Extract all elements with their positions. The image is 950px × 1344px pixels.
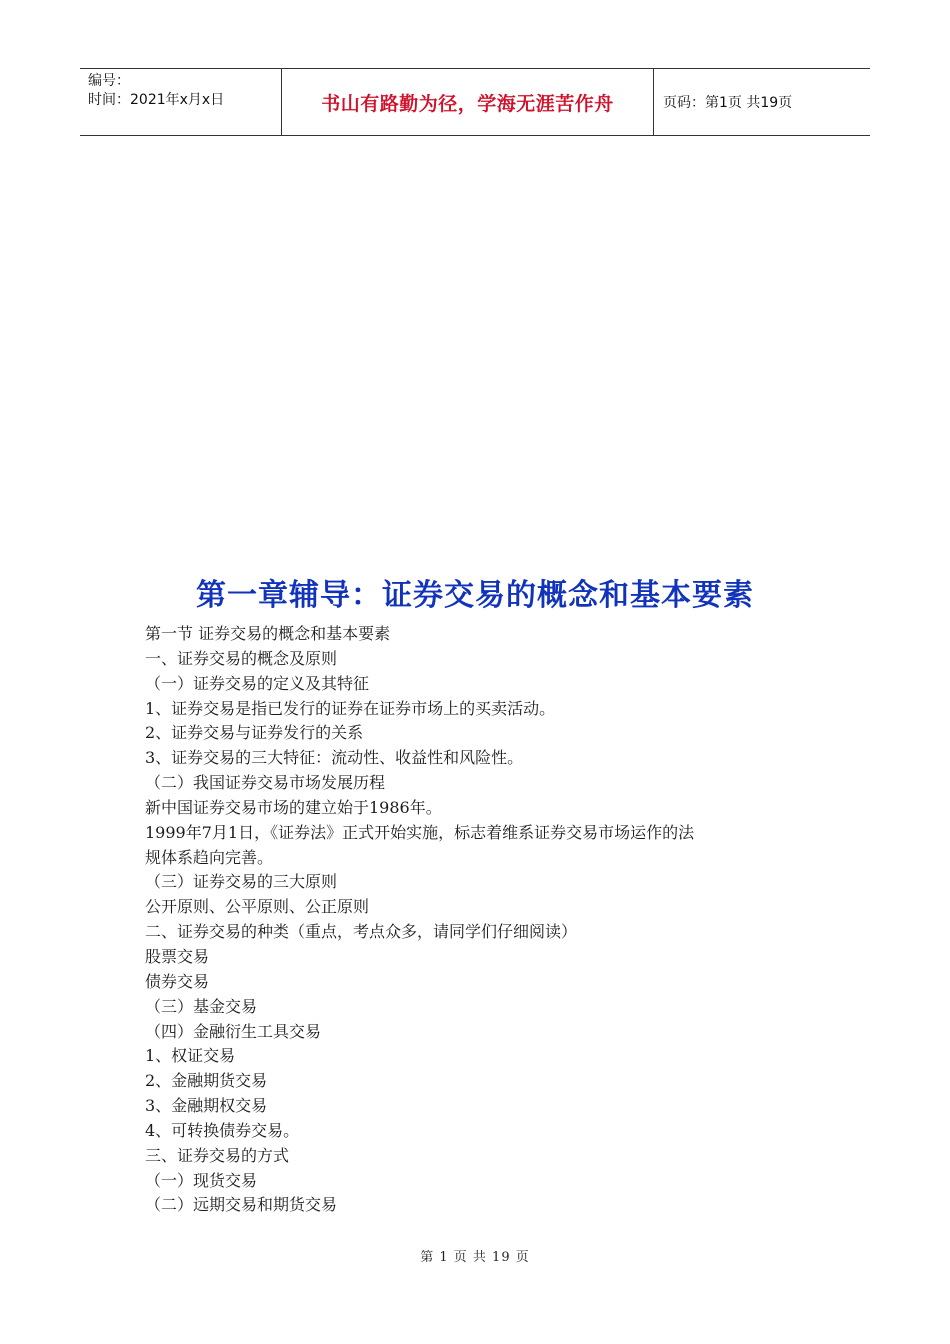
body-line: 一、证券交易的概念及原则 xyxy=(145,648,338,668)
body-line: 新中国证券交易市场的建立始于1986年。 xyxy=(145,797,442,817)
body-line: （三）基金交易 xyxy=(145,996,258,1016)
body-line: （一）证券交易的定义及其特征 xyxy=(145,673,370,693)
body-line: 2、金融期货交易 xyxy=(145,1071,268,1091)
body-line: 3、金融期权交易 xyxy=(145,1096,268,1116)
header-motto: 书山有路勤为径，学海无涯苦作舟 xyxy=(282,69,654,135)
body-line: （四）金融衍生工具交易 xyxy=(145,1021,322,1041)
page-footer: 第 1 页 共 19 页 xyxy=(420,1250,530,1265)
body-line: （一）现货交易 xyxy=(145,1170,258,1190)
body-line: 债券交易 xyxy=(145,971,210,991)
document-number-label: 编号： xyxy=(88,73,130,89)
document-title: 第一章辅导：证券交易的概念和基本要素 xyxy=(196,578,754,613)
header-page-info: 页码：第1页 共19页 xyxy=(663,95,793,111)
body-line: 3、证券交易的三大特征：流动性、收益性和风险性。 xyxy=(145,748,524,768)
body-line: （三）证券交易的三大原则 xyxy=(145,872,338,892)
body-line: 股票交易 xyxy=(145,946,210,966)
body-line: 1999年7月1日，《证券法》正式开始实施，标志着维系证券交易市场运作的法 xyxy=(145,822,695,842)
document-body xyxy=(145,622,825,1218)
body-line: （二）远期交易和期货交易 xyxy=(145,1195,338,1215)
body-line: 三、证券交易的方式 xyxy=(145,1145,290,1165)
page-header xyxy=(80,68,870,136)
body-line: 二、证券交易的种类（重点，考点众多，请同学们仔细阅读） xyxy=(145,922,578,942)
body-line: 规体系趋向完善。 xyxy=(145,847,274,867)
body-line: （二）我国证券交易市场发展历程 xyxy=(145,773,386,793)
body-line: 公开原则、公平原则、公正原则 xyxy=(145,897,370,917)
body-line: 1、权证交易 xyxy=(145,1046,236,1066)
body-line: 第一节 证券交易的概念和基本要素 xyxy=(145,624,391,643)
body-line: 2、证券交易与证券发行的关系 xyxy=(145,723,364,743)
header-meta xyxy=(80,69,282,135)
document-date-label: 时间：2021年x月x日 xyxy=(88,92,225,108)
body-line: 1、证券交易是指已发行的证券在证券市场上的买卖活动。 xyxy=(145,698,556,718)
body-line: 4、可转换债券交易。 xyxy=(145,1120,300,1140)
